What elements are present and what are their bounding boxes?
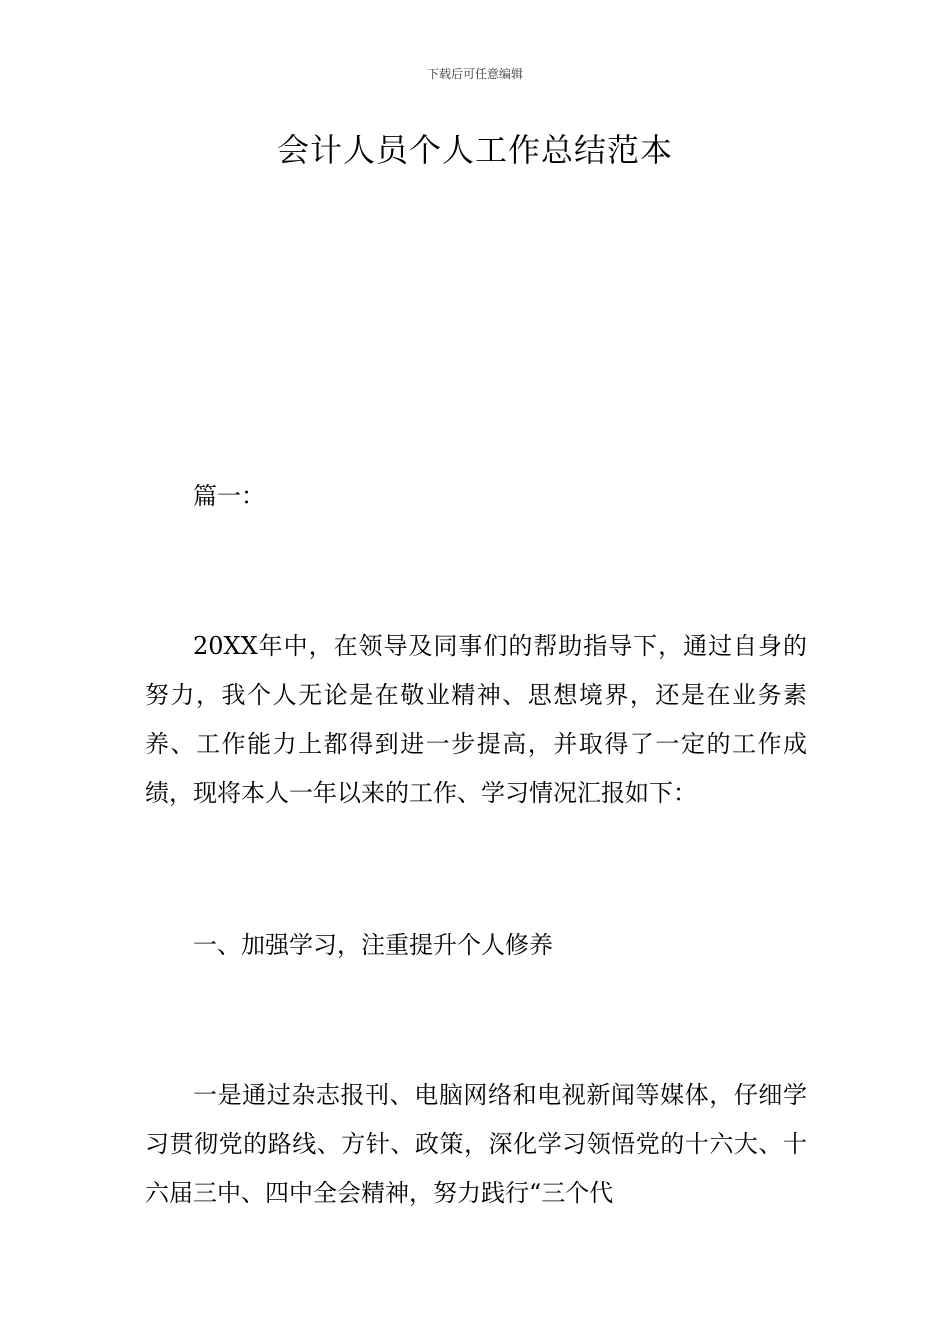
intro-paragraph: 20XX年中，在领导及同事们的帮助指导下，通过自身的努力，我个人无论是在敬业精神、思想境界，还是在业务素养、工作能力上都得到进一步提高，并取得了一定的工作成绩，现将本人一年以来的工作、学习情况汇报如下： xyxy=(145,632,807,807)
part-heading: 篇一： xyxy=(193,482,265,510)
section-heading: 一、加强学习，注重提升个人修养 xyxy=(193,931,553,959)
document-title: 会计人员个人工作总结范本 xyxy=(276,131,673,169)
section-paragraph: 一是通过杂志报刊、电脑网络和电视新闻等媒体，仔细学习贯彻党的路线、方针、政策，深化学习领悟党的十六大、十六届三中、四中全会精神，努力践行“三个代 xyxy=(145,1081,807,1207)
header-note: 下载后可任意编辑 xyxy=(426,67,523,81)
